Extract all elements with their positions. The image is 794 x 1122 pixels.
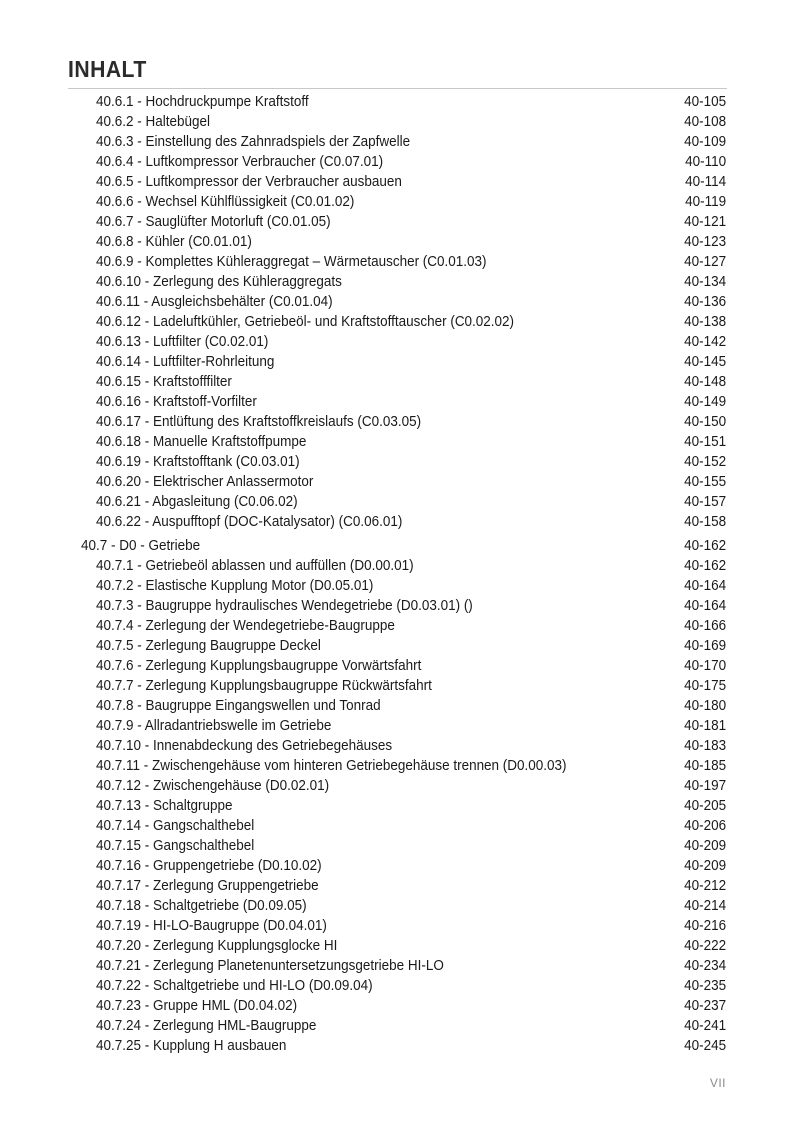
toc-entry[interactable] (0, 576, 794, 596)
toc-entry-title: 40.6.5 - Luftkompressor der Verbraucher ausbauen (96, 174, 402, 190)
toc-entry[interactable] (0, 876, 794, 896)
toc-entry[interactable] (0, 816, 794, 836)
toc-entry-title: 40.7.17 - Zerlegung Gruppengetriebe (96, 878, 319, 894)
toc-entry-page: 40-216 (684, 918, 726, 934)
toc-entry-title: 40.6.2 - Haltebügel (96, 114, 210, 130)
toc-entry-page: 40-183 (684, 738, 726, 754)
toc-entry[interactable] (0, 776, 794, 796)
toc-entry[interactable] (0, 756, 794, 776)
toc-entry-title: 40.7.14 - Gangschalthebel (96, 818, 255, 834)
toc-entry-page: 40-170 (684, 658, 726, 674)
toc-entry[interactable] (0, 996, 794, 1016)
toc-entry-page: 40-164 (684, 598, 726, 614)
toc-entry-title: 40.7.23 - Gruppe HML (D0.04.02) (96, 998, 298, 1014)
toc-entry-page: 40-123 (684, 234, 726, 250)
toc-entry-page: 40-245 (684, 1038, 726, 1054)
toc-entry-title: 40.7.2 - Elastische Kupplung Motor (D0.05.01) (96, 578, 374, 594)
toc-entry-title: 40.6.19 - Kraftstofftank (C0.03.01) (96, 454, 300, 470)
toc-entry-page: 40-158 (684, 514, 726, 530)
toc-entry-title: 40.7.24 - Zerlegung HML-Baugruppe (96, 1018, 317, 1034)
toc-entry-title: 40.6.16 - Kraftstoff-Vorfilter (96, 394, 257, 410)
toc-entry[interactable] (0, 976, 794, 996)
toc-entry-title: 40.6.3 - Einstellung des Zahnradspiels der Zapfwelle (96, 134, 411, 150)
toc-entry-page: 40-205 (684, 798, 726, 814)
toc-entry-title: 40.6.10 - Zerlegung des Kühleraggregats (96, 274, 342, 290)
toc-entry[interactable] (0, 352, 794, 372)
toc-entry-title: 40.6.11 - Ausgleichsbehälter (C0.01.04) (96, 294, 333, 310)
toc-entry[interactable] (0, 472, 794, 492)
toc-entry-title: 40.6.14 - Luftfilter-Rohrleitung (96, 354, 275, 370)
toc-entry-page: 40-114 (685, 174, 726, 190)
toc-entry-title: 40.7.6 - Zerlegung Kupplungsbaugruppe Vorwärtsfahrt (96, 658, 422, 674)
toc-entry-page: 40-209 (684, 858, 726, 874)
toc-entry-title: 40.6.9 - Komplettes Kühleraggregat – Wärmetauscher (C0.01.03) (96, 254, 487, 270)
toc-entry-title: 40.6.13 - Luftfilter (C0.02.01) (96, 334, 269, 350)
toc-entry[interactable] (0, 596, 794, 616)
toc-entry-page: 40-149 (684, 394, 726, 410)
title-divider (68, 88, 727, 89)
toc-entry-page: 40-121 (684, 214, 726, 230)
toc-entry-page: 40-212 (684, 878, 726, 894)
toc-entry[interactable] (0, 656, 794, 676)
toc-entry-page: 40-175 (684, 678, 726, 694)
toc-entry[interactable] (0, 796, 794, 816)
toc-entry-title: 40.7.10 - Innenabdeckung des Getriebegehäuses (96, 738, 393, 754)
toc-entry[interactable] (0, 956, 794, 976)
toc-entry-title: 40.6.18 - Manuelle Kraftstoffpumpe (96, 434, 307, 450)
toc-entry[interactable] (0, 1036, 794, 1056)
toc-entry[interactable] (0, 312, 794, 332)
toc-entry-title: 40.6.15 - Kraftstofffilter (96, 374, 232, 390)
toc-entry-page: 40-150 (684, 414, 726, 430)
toc-entry[interactable] (0, 836, 794, 856)
toc-entry-page: 40-142 (684, 334, 726, 350)
toc-entry-title: 40.7.16 - Gruppengetriebe (D0.10.02) (96, 858, 322, 874)
toc-entry[interactable] (0, 676, 794, 696)
toc-entry-page: 40-235 (684, 978, 726, 994)
toc-entry-page: 40-209 (684, 838, 726, 854)
toc-entry-title: 40.6.21 - Abgasleitung (C0.06.02) (96, 494, 298, 510)
toc-entry-title: 40.7.9 - Allradantriebswelle im Getriebe (96, 718, 332, 734)
toc-entry-page: 40-110 (685, 154, 726, 170)
toc-entry[interactable] (0, 332, 794, 352)
toc-entry-page: 40-222 (684, 938, 726, 954)
toc-entry-title: 40.6.8 - Kühler (C0.01.01) (96, 234, 252, 250)
toc-entry-page: 40-134 (684, 274, 726, 290)
toc-entry[interactable] (0, 92, 794, 112)
toc-entry-title: 40.7.3 - Baugruppe hydraulisches Wendegetriebe (D0.03.01) () (96, 598, 473, 614)
toc-entry-title: 40.7.12 - Zwischengehäuse (D0.02.01) (96, 778, 330, 794)
toc-entry[interactable] (0, 512, 794, 532)
toc-entry-page: 40-166 (684, 618, 726, 634)
toc-entry-title: 40.6.20 - Elektrischer Anlassermotor (96, 474, 314, 490)
toc-entry[interactable] (0, 452, 794, 472)
toc-entry-title: 40.7.15 - Gangschalthebel (96, 838, 255, 854)
toc-entry-title: 40.7.21 - Zerlegung Planetenuntersetzungsgetriebe HI-LO (96, 958, 444, 974)
toc-entry-title: 40.7.8 - Baugruppe Eingangswellen und Tonrad (96, 698, 381, 714)
toc-entry-title: 40.7.18 - Schaltgetriebe (D0.09.05) (96, 898, 307, 914)
toc-entry[interactable] (0, 412, 794, 432)
toc-entry-page: 40-234 (684, 958, 726, 974)
toc-entry-title: 40.7.1 - Getriebeöl ablassen und auffüllen (D0.00.01) (96, 558, 414, 574)
toc-entry[interactable] (0, 916, 794, 936)
toc-entry[interactable] (0, 152, 794, 172)
toc-entry[interactable] (0, 172, 794, 192)
toc-entry[interactable] (0, 856, 794, 876)
toc-entry[interactable] (0, 736, 794, 756)
toc-entry[interactable] (0, 1016, 794, 1036)
toc-entry-page: 40-145 (684, 354, 726, 370)
toc-entry[interactable] (0, 716, 794, 736)
toc-entry-page: 40-109 (684, 134, 726, 150)
toc-entry-page: 40-148 (684, 374, 726, 390)
toc-entry[interactable] (0, 936, 794, 956)
toc-entry-title: 40.7.4 - Zerlegung der Wendegetriebe-Baugruppe (96, 618, 395, 634)
toc-entry[interactable] (0, 112, 794, 132)
toc-entry[interactable] (0, 192, 794, 212)
toc-entry-page: 40-164 (684, 578, 726, 594)
toc-entry-page: 40-157 (684, 494, 726, 510)
toc-entry-page: 40-155 (684, 474, 726, 490)
toc-entry-title: 40.6.12 - Ladeluftkühler, Getriebeöl- und Kraftstofftauscher (C0.02.02) (96, 314, 515, 330)
toc-entry[interactable] (0, 292, 794, 312)
toc-entry-page: 40-180 (684, 698, 726, 714)
page-title: INHALT (68, 56, 147, 82)
toc-entry-page: 40-108 (684, 114, 726, 130)
toc-entry-page: 40-237 (684, 998, 726, 1014)
toc-entry-title: 40.6.22 - Auspufftopf (DOC-Katalysator) (C0.06.01) (96, 514, 403, 530)
toc-entry[interactable] (0, 272, 794, 292)
toc-entry-title: 40.6.4 - Luftkompressor Verbraucher (C0.07.01) (96, 154, 384, 170)
toc-entry[interactable] (0, 492, 794, 512)
toc-entry-title: 40.6.7 - Sauglüfter Motorluft (C0.01.05) (96, 214, 331, 230)
toc-entry-title: 40.7.5 - Zerlegung Baugruppe Deckel (96, 638, 321, 654)
toc-entry-page: 40-136 (684, 294, 726, 310)
toc-entry[interactable] (0, 432, 794, 452)
toc-entry-page: 40-162 (684, 538, 726, 554)
toc-entry-page: 40-241 (684, 1018, 726, 1034)
toc-entry-page: 40-181 (684, 718, 726, 734)
toc-entry-title: 40.7.13 - Schaltgruppe (96, 798, 233, 814)
toc-entry-page: 40-169 (684, 638, 726, 654)
toc-entry[interactable] (0, 232, 794, 252)
toc-entry-page: 40-151 (684, 434, 726, 450)
toc-entry[interactable] (0, 556, 794, 576)
toc-entry-title: 40.7.19 - HI-LO-Baugruppe (D0.04.01) (96, 918, 327, 934)
toc-entry-page: 40-185 (684, 758, 726, 774)
toc-entry-page: 40-105 (684, 94, 726, 110)
toc-entry-page: 40-119 (685, 194, 726, 210)
toc-entry-page: 40-206 (684, 818, 726, 834)
toc-entry-title: 40.6.1 - Hochdruckpumpe Kraftstoff (96, 94, 309, 110)
toc-section-entry[interactable] (0, 536, 794, 556)
toc-entry-page: 40-162 (684, 558, 726, 574)
toc-entry-title: 40.6.17 - Entlüftung des Kraftstoffkreislaufs (C0.03.05) (96, 414, 422, 430)
toc-entry[interactable] (0, 616, 794, 636)
toc-entry-title: 40.7.7 - Zerlegung Kupplungsbaugruppe Rückwärtsfahrt (96, 678, 432, 694)
toc-entry[interactable] (0, 392, 794, 412)
toc-entry-page: 40-127 (684, 254, 726, 270)
toc-entry-title: 40.7.22 - Schaltgetriebe und HI-LO (D0.09.04) (96, 978, 373, 994)
toc-entry-title: 40.6.6 - Wechsel Kühlflüssigkeit (C0.01.02) (96, 194, 355, 210)
toc-entry[interactable] (0, 252, 794, 272)
toc-entry-title: 40.7.20 - Zerlegung Kupplungsglocke HI (96, 938, 338, 954)
page-number: VII (709, 1076, 726, 1090)
toc-entry[interactable] (0, 896, 794, 916)
toc-entry-page: 40-138 (684, 314, 726, 330)
toc-entry[interactable] (0, 636, 794, 656)
toc-entry[interactable] (0, 132, 794, 152)
toc-entry-page: 40-197 (684, 778, 726, 794)
toc-entry-title: 40.7.11 - Zwischengehäuse vom hinteren Getriebegehäuse trennen (D0.00.03) (96, 758, 567, 774)
toc-entry[interactable] (0, 372, 794, 392)
toc-entry[interactable] (0, 696, 794, 716)
toc-entry-page: 40-214 (684, 898, 726, 914)
toc-entry-title: 40.7 - D0 - Getriebe (81, 538, 201, 554)
toc-entry-page: 40-152 (684, 454, 726, 470)
toc-entry[interactable] (0, 212, 794, 232)
toc-entry-title: 40.7.25 - Kupplung H ausbauen (96, 1038, 287, 1054)
